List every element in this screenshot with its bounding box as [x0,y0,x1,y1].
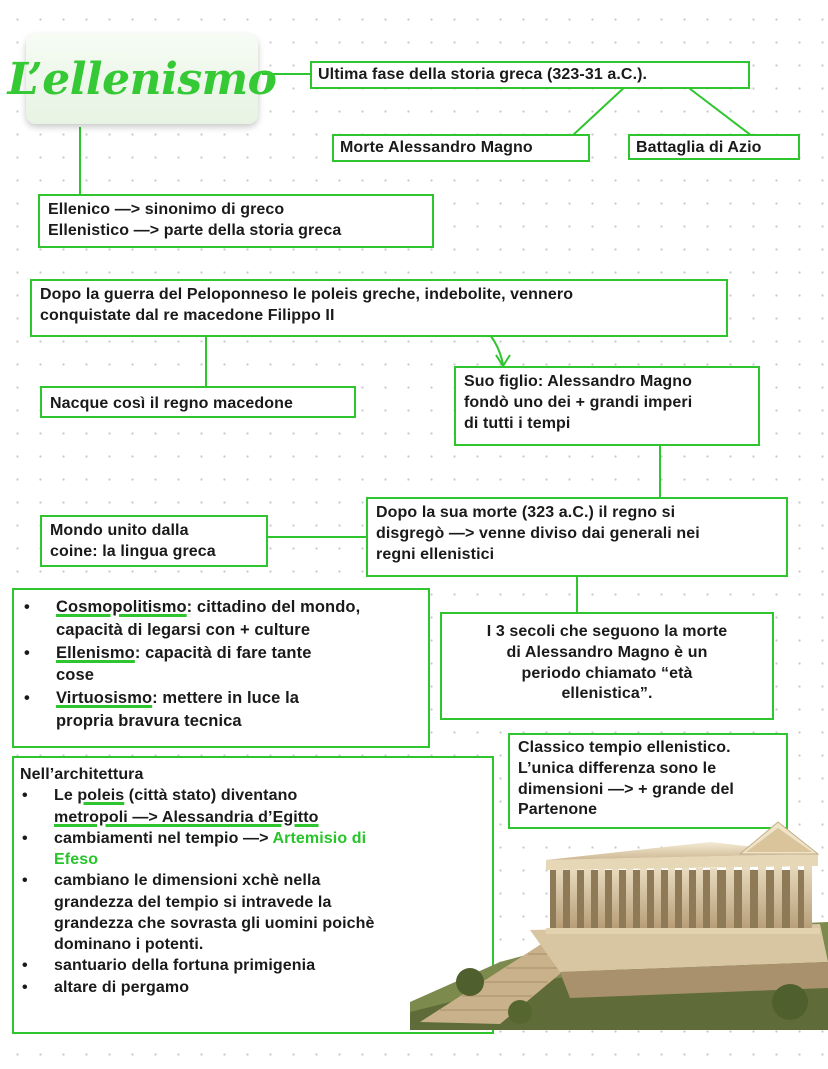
arch-text: dominano i potenti. [54,936,204,954]
coine-box [40,515,268,567]
concept-desc: capacità di legarsi con + culture [56,620,311,639]
artemisio-text: Artemisio di [272,829,367,847]
coine-line1: Mondo unito dalla [50,522,189,539]
arch-text: altare di pergamo [54,978,190,996]
secoli-line2: di Alessandro Magno è un [506,643,708,661]
regno-macedone-box [40,386,356,418]
morte-line1: Dopo la sua morte (323 a.C.) il regno si [376,504,676,521]
secoli-line1: I 3 secoli che seguono la morte [486,623,728,640]
concept-desc: cose [56,666,95,685]
concept-desc: : cittadino del mondo, [186,598,361,616]
list-item [22,596,420,642]
peloponneso-box [30,279,728,337]
morte-alessandro-text: Morte Alessandro Magno [340,139,533,156]
concept-desc: propria bravura tecnica [56,711,242,730]
arch-text: grandezza del tempio si intravede la [54,893,332,911]
peloponneso-line1: Dopo la guerra del Peloponneso le poleis greche, indebolite, vennero [40,286,574,303]
poleis-term: poleis [77,787,125,805]
tempio-line2: L’unica differenza sono le [518,759,717,777]
concept-term: Cosmopolitismo [56,598,187,616]
coine-line2: coine: la lingua greca [50,542,216,560]
peloponneso-line2: conquistate dal re macedone Filippo II [40,306,335,324]
secoli-box [440,612,774,720]
regno-macedone-text: Nacque così il regno macedone [50,395,293,412]
morte-line2: disgregò —> venne diviso dai generali nei [376,524,700,542]
tempio-line3: dimensioni —> + grande del [518,780,734,798]
figlio-line2: fondò uno dei + grandi imperi [464,393,693,411]
title-card [7,34,277,124]
date-dash: - [579,66,585,83]
morte-alessandro-box [332,134,590,162]
date-end: 31 [584,66,603,83]
figlio-line1: Suo figlio: Alessandro Magno [464,373,692,390]
morte-box [366,497,788,577]
battaglia-text: Battaglia di Azio [636,139,762,156]
definition-box [310,61,750,89]
definition-text-end: a.C.). [602,66,648,83]
arch-text: cambiamenti nel tempio —> [54,829,273,847]
concept-desc: : mettere in luce la [152,689,300,708]
arch-text: (città stato) diventano [124,787,298,805]
efeso-text: Efeso [54,851,99,869]
date-start: 323 [552,66,580,83]
concept-term: Ellenismo [56,643,135,662]
arch-text: santuario della fortuna primigenia [54,957,316,975]
concepts-box [12,588,430,748]
figlio-box [454,366,760,446]
concept-term: Virtuosismo [56,689,153,708]
ellenico-line: Ellenico —> sinonimo di greco [48,201,285,218]
battaglia-box [628,134,800,160]
list-item [22,687,420,733]
tempio-line1: Classico tempio ellenistico. [518,739,731,756]
definition-text: Ultima fase della storia greca ( [318,66,553,83]
ellenistico-line: Ellenistico —> parte della storia greca [48,221,342,239]
list-item [22,642,420,688]
figlio-line3: di tutti i tempi [464,414,571,432]
secoli-line4: ellenistica”. [561,685,653,703]
ellenico-box [38,194,434,248]
page-title: L’ellenismo [7,53,277,105]
temple-image [410,812,828,1030]
morte-line3: regni ellenistici [376,545,495,563]
arch-text: Le [54,787,78,805]
concept-desc: : capacità di fare tante [134,643,312,662]
architettura-heading: Nell’architettura [20,766,144,783]
arch-text: metropoli —> Alessandria d’Egitto [54,808,319,826]
tempio-line4: Partenone [518,801,598,819]
arch-text: grandezza che sovrasta gli uomini poichè [54,914,375,932]
arch-text: cambiano le dimensioni xchè nella [54,872,321,890]
secoli-line3: periodo chiamato “età [521,664,693,682]
